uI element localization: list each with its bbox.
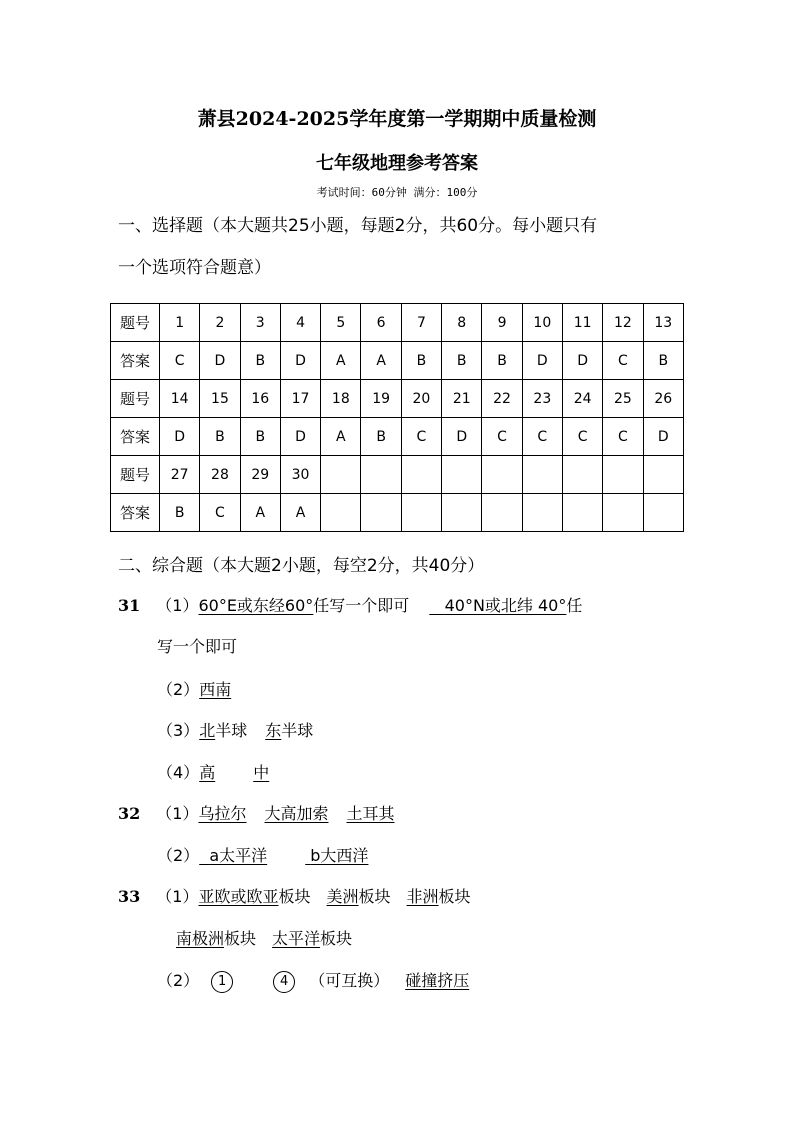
q31-line1 [118,593,582,616]
q32-p2-answer-b [305,846,368,865]
q32-p1-answer-a: 乌拉尔 [198,804,247,823]
answer-table-cell: 14 [160,380,200,418]
q31-p1-answer-a: 60°E或东经60° [198,596,314,615]
answer-table-row-label: 题号 [111,380,160,418]
page-title: 萧县2024-2025学年度第一学期期中质量检测 [197,108,597,130]
q33-p2-note: （可互换） [309,971,390,990]
answer-table-cell: 5 [321,304,361,342]
answer-table-cell [442,456,482,494]
q32-p1-answer-c: 土耳其 [346,804,395,823]
answer-table-cell [482,456,522,494]
q33-p1-answer-c-mark: 非洲 [406,887,439,906]
answer-table-row-label: 答案 [111,494,160,532]
q31-p2-answer: 西南 [199,680,232,699]
answer-table-cell: C [603,342,643,380]
answer-table-cell [643,494,683,532]
answer-table-cell [643,456,683,494]
answer-table-cell: D [643,418,683,456]
answer-table-cell: 7 [401,304,441,342]
answer-table-cell [361,456,401,494]
answer-table-cell: 3 [240,304,280,342]
q31-p2-prefix: （2） [157,680,200,699]
answer-table-cell: 21 [442,380,482,418]
section2-heading: 二、综合题（本大题2小题，每空2分，共40分） [118,556,485,576]
answer-table-row-label: 答案 [111,418,160,456]
answer-table-cell: 26 [643,380,683,418]
answer-table-cell: 22 [482,380,522,418]
q33-number: 33 [118,887,141,906]
exam-info: 考试时间：60分钟 满分：100分 [316,186,478,199]
answer-table-cell: D [280,342,320,380]
q32-number: 32 [118,804,141,823]
answer-table-cell: 27 [160,456,200,494]
q32-line1 [118,801,395,824]
q32-p2-answer-b-text: b大西洋 [310,846,369,865]
answer-table-cell: 8 [442,304,482,342]
answer-table-cell: 6 [361,304,401,342]
q31-p4-prefix: （4） [157,763,200,782]
answer-table-cell: 12 [603,304,643,342]
q32-p1-prefix: （1） [156,804,199,823]
q31-p1-note-b1: 任 [566,596,583,615]
q31-line2 [157,677,231,700]
q33-p1-answer-d-rest: 板块 [224,929,257,948]
answer-table-cell [603,494,643,532]
q33-p1-answer-e-mark: 太平洋 [272,929,321,948]
q31-line4 [157,760,269,783]
q33-line1 [118,884,471,907]
q33-p1-answer-d-mark: 南极洲 [176,929,225,948]
answer-table-cell [401,456,441,494]
section1-heading-line1: 一、选择题（本大题共25小题，每题2分，共60分。每小题只有 [118,216,598,236]
answer-table-cell: D [280,418,320,456]
answer-table-cell: 17 [280,380,320,418]
answer-table-cell: B [160,494,200,532]
answer-table-cell [482,494,522,532]
answer-table-cell: 18 [321,380,361,418]
q33-p2-prefix: （2） [157,971,200,990]
q33-p1-answer-b-rest: 板块 [358,887,391,906]
q31-p1-note-a: 任写一个即可 [313,596,410,615]
page-subtitle: 七年级地理参考答案 [316,153,478,174]
answer-table-row-label: 答案 [111,342,160,380]
answer-table-cell: 16 [240,380,280,418]
q33-p1-answer-b-mark: 美洲 [326,887,359,906]
answer-table-cell: B [240,418,280,456]
q31-line1-wrap: 写一个即可 [157,637,238,656]
q33-p1-answer-a-mark: 亚欧或欧亚 [198,887,279,906]
answer-table-cell: 24 [562,380,602,418]
answer-table-cell [603,456,643,494]
q33-p1-answer-e-rest: 板块 [320,929,353,948]
q32-p2-answer-a-text: a太平洋 [209,846,268,865]
answer-table-cell: 30 [280,456,320,494]
answer-table-cell: 13 [643,304,683,342]
answer-table-cell: 19 [361,380,401,418]
answer-table-cell: A [361,342,401,380]
answer-table [110,303,684,532]
answer-table-cell: A [321,418,361,456]
answer-table-cell: 25 [603,380,643,418]
q32-p2-prefix: （2） [157,846,200,865]
answer-table-cell: B [442,342,482,380]
answer-table-cell: C [522,418,562,456]
answer-table-cell: 23 [522,380,562,418]
answer-table-cell: 11 [562,304,602,342]
q31-p4-answer-a: 高 [199,763,216,782]
answer-table-cell: C [160,342,200,380]
answer-table-row [111,380,684,418]
answer-table-cell: 2 [200,304,240,342]
answer-table-row [111,304,684,342]
q33-p2-answer-a [211,971,233,990]
answer-table-cell [361,494,401,532]
section1-heading-line2: 一个选项符合题意） [118,258,271,278]
answer-table-cell: B [401,342,441,380]
answer-table-cell [562,456,602,494]
answer-table-cell: 20 [401,380,441,418]
q33-p1-answer-a-rest: 板块 [278,887,311,906]
answer-table-row [111,342,684,380]
q31-p4-answer-b: 中 [253,763,270,782]
answer-table-cell: A [240,494,280,532]
q31-p1-answer-b [429,596,566,615]
answer-table-cell: C [401,418,441,456]
answer-table-cell: B [240,342,280,380]
answer-table-cell: C [200,494,240,532]
answer-table-cell: A [280,494,320,532]
answer-table-cell: D [442,418,482,456]
q31-p1-prefix: （1） [156,596,199,615]
answer-table-cell: 4 [280,304,320,342]
q31-number: 31 [118,596,141,615]
answer-table-cell: D [200,342,240,380]
answer-table-cell [562,494,602,532]
answer-table-cell [321,494,361,532]
q33-line2 [176,926,352,949]
answer-table-cell: 9 [482,304,522,342]
q31-p3-answer-a-mark: 北 [199,721,216,740]
q31-p3-prefix: （3） [157,721,200,740]
answer-table-cell: 29 [240,456,280,494]
answer-table-cell: C [603,418,643,456]
answer-table-cell [522,494,562,532]
answer-table-cell: B [200,418,240,456]
answer-table-cell: 1 [160,304,200,342]
answer-table-cell: 15 [200,380,240,418]
q31-p3-answer-b-mark: 东 [265,721,282,740]
q33-p1-answer-c-rest: 板块 [438,887,471,906]
q31-p3-answer-b-rest: 半球 [281,721,314,740]
q33-p2-answer-a-circle: 1 [211,971,233,993]
q33-line3 [157,968,469,993]
q31-line3 [157,718,313,741]
answer-table-cell: 28 [200,456,240,494]
answer-table-cell [401,494,441,532]
answer-table-row-label: 题号 [111,304,160,342]
answer-table-cell: D [522,342,562,380]
q31-p1-answer-b-text: 40°N或北纬 40° [444,596,567,615]
q32-p2-answer-a [199,846,267,865]
answer-table-cell [321,456,361,494]
answer-table-cell: 10 [522,304,562,342]
answer-table-cell [522,456,562,494]
answer-table-cell: B [482,342,522,380]
answer-table-row-label: 题号 [111,456,160,494]
answer-table-cell: D [160,418,200,456]
answer-table-cell [442,494,482,532]
answer-table-cell: B [361,418,401,456]
answer-table-cell: A [321,342,361,380]
answer-table-row [111,494,684,532]
answer-table-cell: C [562,418,602,456]
q31-p3-answer-a-rest: 半球 [215,721,248,740]
answer-table-row [111,418,684,456]
answer-table-cell: B [643,342,683,380]
answer-table-row [111,456,684,494]
q32-p1-answer-b: 大高加索 [264,804,329,823]
q32-line2 [157,843,368,866]
answer-table-cell: D [562,342,602,380]
answer-table-cell: C [482,418,522,456]
q33-p2-answer-c: 碰撞挤压 [405,971,470,990]
q33-p2-answer-b [273,971,295,990]
q33-p1-prefix: （1） [156,887,199,906]
q33-p2-answer-b-circle: 4 [273,971,295,993]
